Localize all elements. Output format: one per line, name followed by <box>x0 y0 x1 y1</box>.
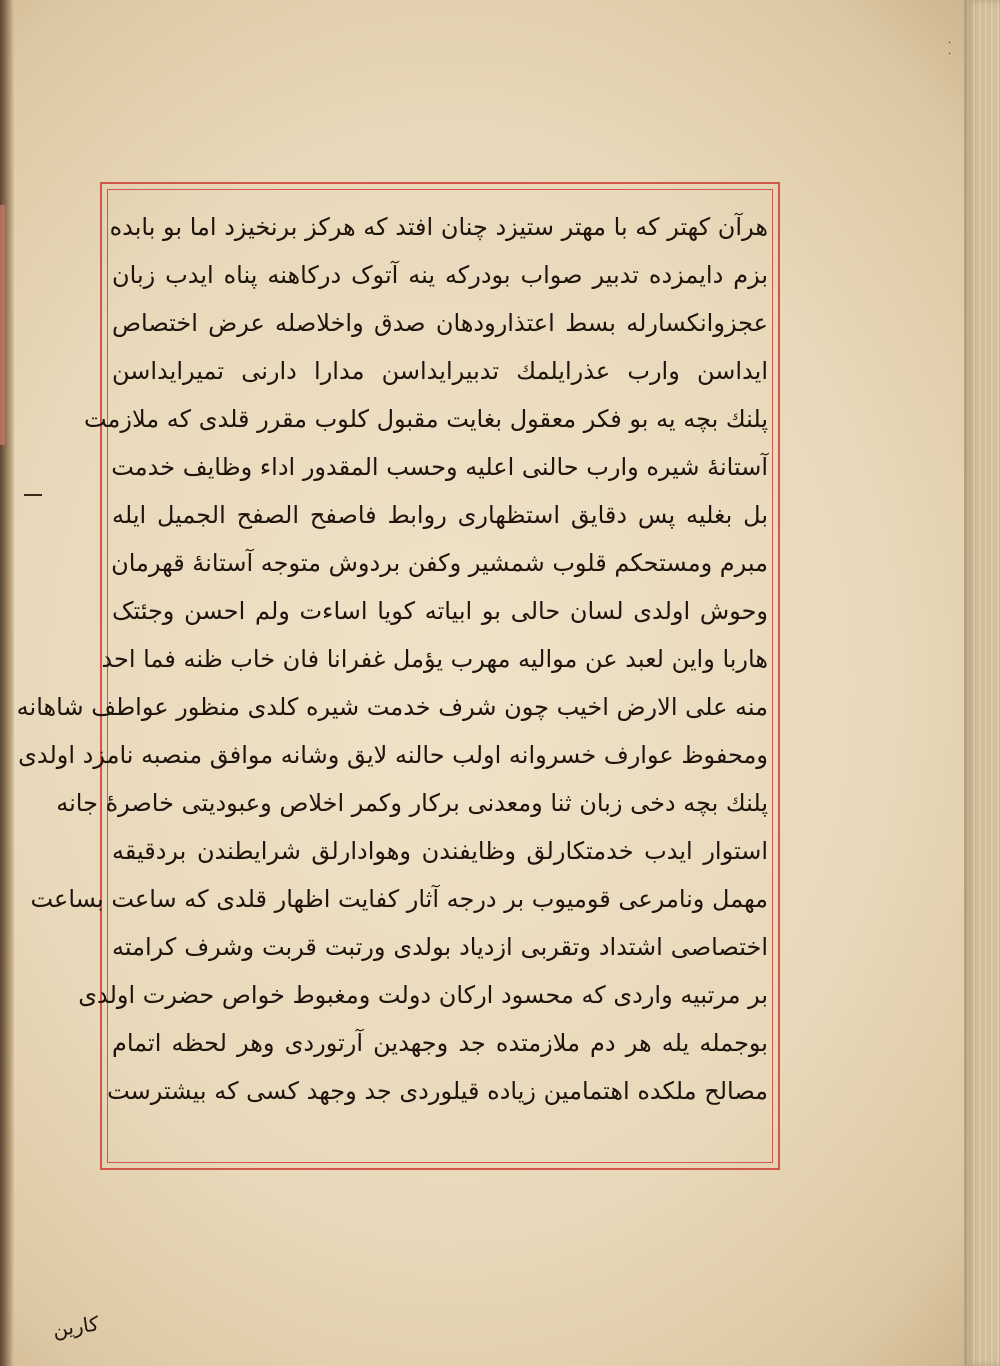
text-line: هرآن کهتر که با مهتر ستیزد چنان افتد که هرکز برنخیزد اما بو بابده <box>109 213 768 241</box>
text-line: ومحفوظ عوارف خسروانه اولب حالنه لایق وشانه موافق منصبه نامزد اولدی <box>18 741 768 769</box>
margin-tick <box>24 494 42 496</box>
text-line: پلنك بچه یه بو فکر معقول بغایت مقبول کلوب مقرر قلدی که ملازمت <box>83 405 768 433</box>
text-line: وحوش اولدی لسان حالی بو ابیاته کویا اساءت ولم احسن وجئتک <box>112 597 768 625</box>
page-fore-edge <box>964 0 1000 1366</box>
text-line: منه علی الارض اخیب چون شرف خدمت شیره کلدی منظور عواطف شاهانه <box>16 693 768 721</box>
text-line: اختصاصی اشتداد وتقربی ازدیاد بولدی ورتبت قربت وشرف کرامته <box>112 933 768 961</box>
text-line: عجزوانکسارله بسط اعتذارودهان صدق واخلاصله عرض اختصاص <box>112 309 768 337</box>
text-line: پلنك بچه دخی زبان ثنا ومعدنی برکار وکمر اخلاص وعبودیتی خاصرهٔ جانه <box>56 789 768 817</box>
gutter-stain <box>0 205 5 445</box>
text-line: بر مرتبیه واردی که محسود ارکان دولت ومغبوط خواص حضرت اولدی <box>78 981 768 1009</box>
text-line: بل بغلیه پس دقایق استظهاری روابط فاصفح الصفح الجمیل ایله <box>112 501 768 529</box>
text-line: استوار ایدب خدمتکارلق وظایفندن وهوادارلق شرایطندن بردقیقه <box>112 837 768 865</box>
text-line: بزم دایمزده تدبیر صواب بودرکه ینه آتوک درکاهنه پناه ایدب زبان <box>112 261 768 289</box>
text-line: مهمل ونامرعی قومیوب بر درجه آثار کفایت اظهار قلدی که ساعت بساعت <box>30 885 768 913</box>
text-line: مصالح ملکده اهتمامین زیاده قیلوردی جد وجهد کسی که بیشترست <box>107 1077 768 1105</box>
text-line: بوجمله یله هر دم ملازمتده جد وجهدین آرتوردی وهر لحظه اتمام <box>112 1029 768 1057</box>
text-line: هاربا واین لعبد عن موالیه مهرب یؤمل غفرانا فان خاب ظنه فما احد <box>101 645 768 673</box>
text-block <box>16 203 768 1163</box>
corner-mark: · · <box>948 38 954 60</box>
text-line: مبرم ومستحکم قلوب شمشیر وکفن بردوش متوجه آستانهٔ قهرمان <box>111 549 768 577</box>
catchword: کارین <box>51 1311 101 1342</box>
text-line: ایداسن وارب عذرایلمك تدبیرایداسن مدارا دارنی تمیرایداسن <box>112 357 768 385</box>
text-line: آستانهٔ شیره وارب حالنی اعلیه وحسب المقدور اداء وظایف خدمت <box>111 453 768 481</box>
